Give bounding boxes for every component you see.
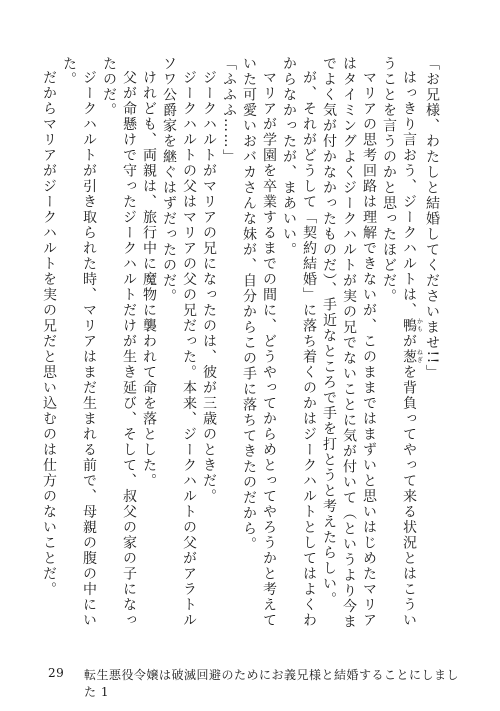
book-title: 転生悪役令嬢は破滅回避のためにお義兄様と結婚することにしました 1 xyxy=(84,668,460,699)
ruby-negi: 葱ねぎ xyxy=(401,349,423,365)
paragraph: はっきり言おう、ジークハルトは、鴨かもが葱ねぎを背負ってやって来る状況とはこういうことを言うのかと思ったほどだ。 xyxy=(381,56,423,628)
paragraph: けれども、両親は、旅行中に魔物に襲われて命を落とした。 xyxy=(141,70,157,489)
paragraph: 「ふふふ……」 xyxy=(221,56,237,165)
vertical-text-body xyxy=(41,56,442,636)
paragraph: マリアの思考回路は理解できないが、このままではまずいと思いはじめたマリアはタイミングよくジークハルトが実の兄でないことに気が付いて（というより今までよく気が付かなかったものだ）、手近なところで手を打とうと考えたらしい。 xyxy=(321,56,377,630)
paragraph: ジークハルトが引き取られた時、マリアはまだ生まれる前で、母親の腹の中にいた。 xyxy=(61,56,97,628)
page-number: 29 xyxy=(48,666,65,680)
paragraph: マリアが学園を卒業するまでの間に、どうやってからめとってやろうかと考えていた可愛いおバカさんな妹が、自分からこの手に落ちてきたのだから。 xyxy=(241,56,277,628)
paragraph: 父が命懸けで守ったジークハルトだけが生き延び、そして、叔父の家の子になったのだ。 xyxy=(101,56,137,628)
paragraph: ジークハルトの父はマリアの父の兄だった。本来、ジークハルトの父がアラトルソワ公爵家を継ぐはずだったのだ。 xyxy=(161,56,197,628)
paragraph: だからマリアがジークハルトを実の兄だと思い込むのは仕方のないことだ。 xyxy=(41,70,57,597)
paragraph: ジークハルトがマリアの兄になったのは、彼が三歳のときだ。 xyxy=(201,70,217,504)
ruby-kamo: 鴨かも xyxy=(401,318,423,334)
page-footer xyxy=(48,666,468,699)
paragraph: 「お兄様、わたしと結婚してくださいませ!!」 xyxy=(424,56,440,381)
paragraph: が、それがどうして「契約結婚」に落ち着くのかはジークハルトとしてはよくわからなかったが、まあいい。 xyxy=(281,56,317,628)
